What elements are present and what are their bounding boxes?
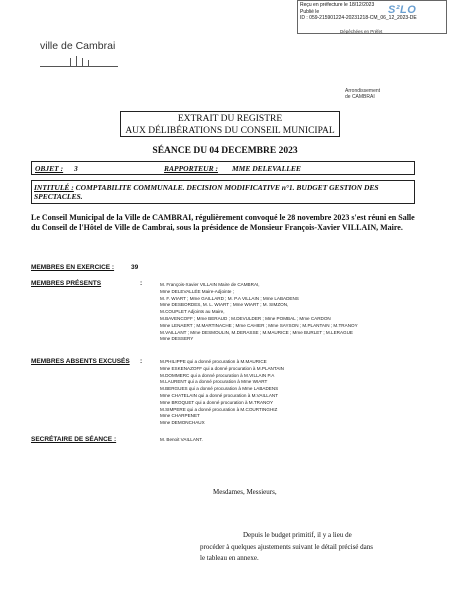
intitule-box: [31, 180, 415, 204]
list-item: Mme ESKENAZOFF qui a donné procuration à M.PLANTAIN: [160, 365, 284, 371]
list-item: M.BERGUES qui a donné procuration à Mme LABADENS: [160, 386, 279, 392]
list-item: M.VAILLANT ; Mme DESMOULIN, M.DERASSE ; M.MAURICE ; Mme BURLET ; M.LERAGUE: [160, 329, 353, 335]
title-line-2: AUX DÉLIBÉRATIONS DU CONSEIL MUNICIPAL: [125, 126, 335, 136]
objet-box: [31, 161, 415, 175]
stamp-received: Reçu en préfecture le 18/12/2023: [300, 2, 375, 8]
members-present-label: MEMBRES PRÉSENTS: [31, 280, 102, 287]
list-item: Mme DESSERY: [160, 336, 194, 342]
logo-underline: [40, 66, 118, 67]
list-item: Mme CHARPENET: [160, 413, 200, 419]
list-item: M.SIMPERE qui a donné procuration à M.COURTINGHIZ: [160, 406, 278, 412]
salutation: Mesdames, Messieurs,: [213, 488, 277, 496]
list-item: M.COUPLET Adjoints au Maire,: [160, 309, 225, 315]
body-line-2: procéder à quelques ajustements suivant le détail précisé dans: [200, 543, 373, 551]
rapporteur-label: RAPPORTEUR :: [164, 164, 218, 173]
stamp-id: ID : 059-215901224-20231218-CM_06_12_2023-DE: [300, 15, 417, 21]
intro-paragraph: Le Conseil Municipal de la Ville de CAMBRAI, régulièrement convoqué le 28 novembre 2023 s'est réuni en Salle du Conseil de l'Hôtel de Ville de Cambrai, sous la présidence de Monsieur François-Xavier VILLAIN, Maire.: [31, 213, 415, 232]
members-in-office-label: MEMBRES EN EXERCICE :: [31, 264, 115, 271]
members-present-list: [160, 282, 415, 343]
stamp-footer: Dépêchées en Préfet: [340, 29, 383, 34]
list-item: M.LAURENT qui a donné procuration à Mme WIART: [160, 379, 268, 385]
body-line-3: le tableau en annexe.: [200, 554, 259, 562]
list-item: Mme CHATELAIN qui a donné procuration à M.VAILLANT: [160, 392, 279, 398]
city-logo: ville de Cambrai: [40, 40, 116, 52]
rapporteur-name: MME DELEVALLEE: [232, 164, 301, 173]
list-item: M.DOMMERC qui a donné procuration à M.VILLAIN P.A: [160, 372, 275, 378]
session-date: SÉANCE DU 04 DECEMBRE 2023: [152, 146, 298, 156]
list-item: Mme DEMONCHAUX: [160, 420, 205, 426]
members-present-colon: :: [140, 280, 143, 287]
secretary-value: M. Benoit VAILLANT.: [160, 437, 203, 442]
objet-number: 3: [74, 164, 78, 173]
objet-label: OBJET :: [35, 164, 64, 173]
members-absent-label: MEMBRES ABSENTS EXCUSÉS: [31, 358, 130, 365]
intitule-label: INTITULÉ :: [34, 183, 74, 192]
members-in-office-value: 39: [131, 264, 139, 271]
list-item: M.BAVENCOFF ; Mme BERAUD ; M.DEVULDER ; Mme POMBAL ; Mme CARDON: [160, 315, 331, 321]
document-title: [120, 111, 340, 137]
intitule-text: COMPTABILITE COMMUNALE. DECISION MODIFICATIVE n°1. BUDGET GESTION DES SPECTACLES.: [34, 183, 379, 201]
members-absent-colon: :: [140, 358, 143, 365]
body-line-1: Depuis le budget primitif, il y a lieu de: [243, 531, 352, 539]
list-item: Mme BROQUET qui a donné procuration à M.TRANOY: [160, 399, 274, 405]
list-item: M. F. WIART ; Mme GAILLARD ; M. P.A VILLAIN ; Mme LABADENS: [160, 295, 299, 301]
title-line-1: EXTRAIT DU REGISTRE: [177, 114, 283, 124]
stamp-published: Publié le: [300, 8, 320, 15]
list-item: Mme LENAERT ; M.MARTINACHE ; Mme CAHIER ; Mme SAYSON ; M.PLANTAIN ; M.TRANOY: [160, 322, 358, 328]
s2lo-logo: S²LO: [388, 4, 417, 16]
secretary-label: SECRÉTAIRE DE SÉANCE :: [31, 436, 117, 443]
arrondissement: Arrondissement de CAMBRAI: [345, 88, 381, 100]
list-item: Mme DELEVALLÉE Maire-Adjointe ;: [160, 288, 234, 294]
list-item: Mme DESBORDES, M. L. WIART ; Mme WIART ; M. SIMZON,: [160, 302, 289, 308]
members-absent-list: [160, 359, 415, 427]
list-item: M.PHILIPPE qui a donné procuration à M.MAURICE: [160, 359, 267, 364]
list-item: M. François-Xavier VILLAIN Maire de CAMBRAI,: [160, 282, 260, 287]
